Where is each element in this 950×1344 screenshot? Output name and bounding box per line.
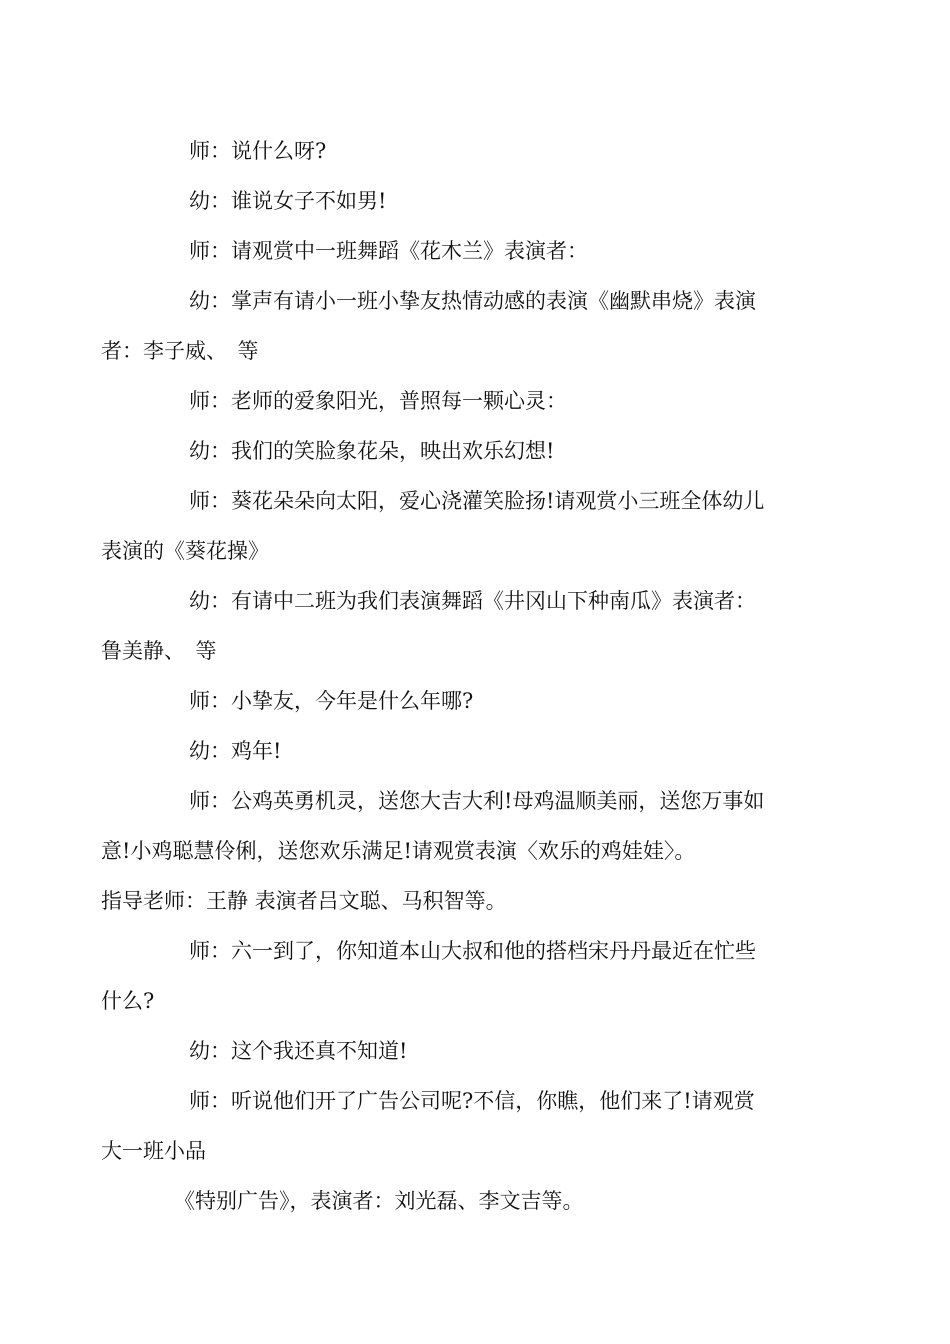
dialogue-paragraph: [145, 176, 807, 226]
dialogue-paragraph: [101, 476, 807, 576]
text-line: 幼：我们的笑脸象花朵，映出欢乐幻想!: [189, 439, 555, 463]
dialogue-paragraph: [101, 576, 807, 676]
text-line: 师：说什么呀?: [189, 139, 327, 163]
text-line: 师：六一到了，你知道本山大叔和他的搭档宋丹丹最近在忙些: [189, 939, 756, 963]
text-line: 幼：掌声有请小一班小挚友热情动感的表演《幽默串烧》表演: [189, 289, 756, 313]
text-line: 师：听说他们开了广告公司呢?不信，你瞧，他们来了!请观赏: [189, 1089, 755, 1113]
dialogue-paragraph: [145, 726, 807, 776]
dialogue-paragraph: [145, 226, 807, 276]
document-body: [101, 126, 807, 1226]
text-line: 师：请观赏中一班舞蹈《花木兰》表演者：: [189, 239, 588, 263]
dialogue-paragraph: [101, 926, 807, 1026]
dialogue-paragraph: [145, 426, 807, 476]
text-line: 师：葵花朵朵向太阳，爱心浇灌笑脸扬!请观赏小三班全体幼儿: [189, 489, 765, 513]
text-line-continued: 什么?: [101, 989, 155, 1013]
dialogue-paragraph: [145, 126, 807, 176]
text-line: 幼：这个我还真不知道!: [189, 1039, 408, 1063]
dialogue-paragraph: [101, 1076, 807, 1176]
text-line-continued: 意!小鸡聪慧伶俐，送您欢乐满足!请观赏表演〈欢乐的鸡娃娃〉。: [101, 839, 696, 863]
dialogue-paragraph: [101, 276, 807, 376]
text-line: 《特别广告》，表演者：刘光磊、李文吉等。: [174, 1189, 584, 1213]
text-line: 幼：有请中二班为我们表演舞蹈《井冈山下种南瓜》表演者：: [189, 589, 756, 613]
dialogue-paragraph: [145, 676, 807, 726]
dialogue-paragraph: [145, 1026, 807, 1076]
dialogue-paragraph: [145, 1176, 807, 1226]
text-line: 幼：鸡年!: [189, 739, 282, 763]
text-line: 师：公鸡英勇机灵，送您大吉大利!母鸡温顺美丽，送您万事如: [189, 789, 765, 813]
text-line: 师：小挚友，今年是什么年哪?: [189, 689, 474, 713]
text-line-continued: 者：李子威、 等: [101, 339, 259, 363]
dialogue-paragraph: [101, 776, 807, 926]
text-line-continued: 表演的《葵花操》: [101, 539, 269, 563]
text-line: 幼：谁说女子不如男!: [189, 189, 387, 213]
text-line-continued: 鲁美静、 等: [101, 639, 217, 663]
text-line-continued: 指导老师：王静 表演者吕文聪、马积智等。: [101, 889, 507, 913]
text-line: 师：老师的爱象阳光，普照每一颗心灵：: [189, 389, 567, 413]
text-line-continued: 大一班小品: [101, 1139, 206, 1163]
dialogue-paragraph: [145, 376, 807, 426]
